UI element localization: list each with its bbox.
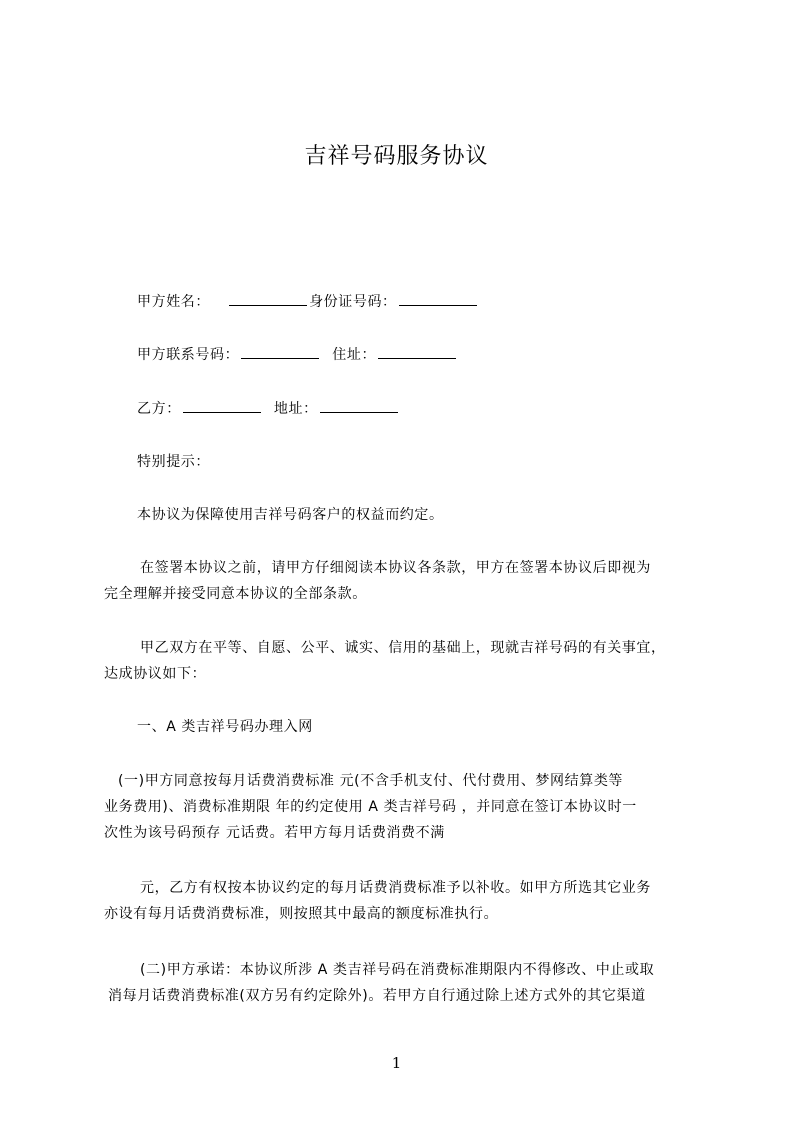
clause-1-line-2: 业务费用)、消费标准期限 年的约定使用 A 类吉祥号码 ，并同意在签订本协议时一 xyxy=(104,799,637,815)
party-b-line xyxy=(137,399,400,419)
read-before-line-2: 完全理解并接受同意本协议的全部条款。 xyxy=(104,586,367,602)
basis-line-2: 达成协议如下： xyxy=(104,666,207,682)
clause-2-line-1: (二)甲方承诺：本协议所涉 A 类吉祥号码在消费标准期限内不得修改、中止或取 xyxy=(140,962,655,978)
party-a-phone-label: 甲方联系号码： xyxy=(137,347,240,363)
party-a-phone-address-line xyxy=(137,345,458,365)
clause-2-line-2: 消每月话费消费标准(双方另有约定除外)。若甲方自行通过除上述方式外的其它渠道 xyxy=(108,988,646,1004)
party-b-address-label: 地址： xyxy=(273,401,318,417)
party-b-label: 乙方： xyxy=(137,401,181,417)
clause-1-line-1: (一)甲方同意按每月话费消费标准 元(不含手机支付、代付费用、梦网结算类等 xyxy=(118,773,624,789)
clause-1-continuation xyxy=(104,875,704,927)
basis-paragraph xyxy=(104,635,704,687)
clause-1-cont-line-1: 元，乙方有权按本协议约定的每月话费消费标准予以补收。如甲方所选其它业务 xyxy=(140,880,651,896)
clause-1-line-3: 次性为该号码预存 元话费。若甲方每月话费消费不满 xyxy=(104,825,445,841)
read-before-line-1: 在签署本协议之前，请甲方仔细阅读本协议各条款，甲方在签署本协议后即视为 xyxy=(140,560,651,576)
section-1-heading: 一、A 类吉祥号码办理入网 xyxy=(137,719,313,735)
clause-1-cont-line-2: 亦设有每月话费消费标准，则按照其中最高的额度标准执行。 xyxy=(104,906,499,922)
party-a-name-label: 甲方姓名： xyxy=(137,294,210,310)
basis-line-1: 甲乙双方在平等、自愿、公平、诚实、信用的基础上，现就吉祥号码的有关事宜， xyxy=(140,640,666,656)
special-notice-label: 特别提示： xyxy=(137,454,210,470)
party-b-address-blank[interactable] xyxy=(320,399,398,413)
party-a-name-blank[interactable] xyxy=(229,292,307,306)
party-b-blank[interactable] xyxy=(183,399,261,413)
page-number: 1 xyxy=(391,1054,402,1072)
party-a-id-blank[interactable] xyxy=(399,292,477,306)
party-a-name-id-line xyxy=(137,292,479,312)
read-before-paragraph xyxy=(104,555,704,607)
party-a-id-label: 身份证号码： xyxy=(309,294,397,310)
document-title: 吉祥号码服务协议 xyxy=(304,144,489,169)
purpose-paragraph: 本协议为保障使用吉祥号码客户的权益而约定。 xyxy=(137,507,444,523)
party-a-address-label: 住址： xyxy=(332,347,377,363)
clause-1-paragraph xyxy=(104,768,704,846)
party-a-address-blank[interactable] xyxy=(378,345,456,359)
clause-2-paragraph xyxy=(104,957,704,1009)
party-a-phone-blank[interactable] xyxy=(241,345,319,359)
